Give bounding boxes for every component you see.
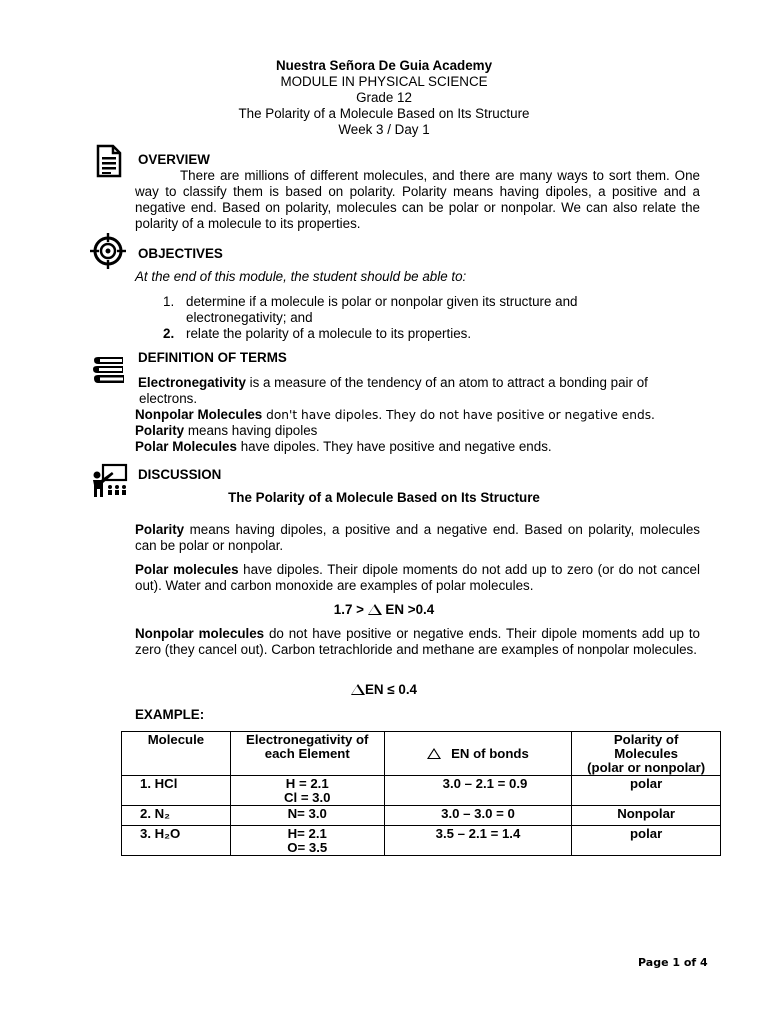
cell-electronegativity: H = 2.1 Cl = 3.0 — [230, 776, 384, 806]
objectives-intro: At the end of this module, the student should be able to: — [135, 269, 467, 284]
paragraph-text: means having dipoles, a positive and a negative end. Based on polarity, molecules can be polar or nonpolar. — [135, 522, 700, 553]
header-line: Polarity of — [613, 732, 679, 747]
definition-text: don't have dipoles. They do not have positive or negative ends. — [262, 408, 655, 422]
discussion-paragraph-1 — [135, 522, 700, 554]
example-table — [121, 731, 721, 856]
books-icon — [90, 352, 128, 388]
objectives-list — [163, 294, 643, 342]
list-item — [163, 326, 643, 342]
cell-molecule: 3. H₂O — [122, 826, 231, 856]
rule-right: EN >0.4 — [385, 602, 435, 617]
header-line: each Element — [264, 746, 350, 761]
definition-term: Nonpolar Molecules — [135, 407, 263, 422]
discussion-paragraph-3 — [135, 626, 700, 658]
definition-text: is a measure of the tendency of an atom to attract a bonding pair of electrons. — [139, 375, 648, 406]
definition-term: Polarity — [135, 423, 185, 438]
list-number: 2. — [163, 326, 175, 341]
cell-delta: 3.0 – 3.0 = 0 — [384, 806, 572, 826]
definition-text: means having dipoles — [184, 423, 318, 438]
school-name: Nuestra Señora De Guia Academy — [275, 58, 493, 73]
overview-text: There are millions of different molecules, and there are many ways to sort them. One way to classify them is based on polarity. Polarity means having dipoles, a positive and a negative end. Based on polarity, molecules can be polar or nonpolar. We can also relate the polarity of a molecule to its properties. — [135, 168, 700, 231]
definition-item — [135, 375, 705, 407]
definition-text: have dipoles. They have positive and negative ends. — [236, 439, 552, 454]
cell-delta: 3.0 – 2.1 = 0.9 — [384, 776, 572, 806]
cell-electronegativity: H= 2.1 O= 3.5 — [230, 826, 384, 856]
table-row — [122, 776, 721, 806]
paragraph-text: have dipoles. Their dipole moments do not add up to zero (or do not cancel out). Water and carbon monoxide are examples of polar molecules. — [135, 562, 700, 593]
week-day: Week 3 / Day 1 — [338, 122, 430, 137]
header-line: EN of bonds — [451, 746, 529, 761]
list-text: relate the polarity of a molecule to its properties. — [186, 326, 472, 341]
list-text: determine if a molecule is polar or nonpolar given its structure and electronegativity; and — [186, 294, 578, 325]
definition-term: Polar Molecules — [135, 439, 237, 454]
delta-icon — [427, 748, 441, 759]
nonpolar-rule — [0, 682, 768, 698]
list-item — [163, 294, 643, 326]
header-line: Molecules — [614, 746, 679, 761]
example-label: EXAMPLE: — [135, 707, 205, 722]
cell-polarity: Nonpolar — [572, 806, 721, 826]
paragraph-term: Nonpolar molecules — [135, 626, 265, 641]
definition-term: Electronegativity — [138, 375, 246, 390]
grade-level: Grade 12 — [356, 90, 412, 105]
discussion-subtitle: The Polarity of a Molecule Based on Its Structure — [228, 490, 540, 505]
definitions-list — [135, 375, 705, 455]
cell-polarity: polar — [572, 776, 721, 806]
polar-rule — [0, 602, 768, 618]
rule-left: 1.7 > — [333, 602, 364, 617]
definition-item — [135, 423, 705, 439]
table-row — [122, 806, 721, 826]
lesson-topic: The Polarity of a Molecule Based on Its Structure — [238, 106, 530, 121]
cell-molecule: 1. HCl — [122, 776, 231, 806]
paragraph-term: Polar molecules — [135, 562, 239, 577]
paragraph-text: do not have positive or negative ends. Their dipole moments add up to zero (they cancel out). Carbon tetrachloride and methane are examples of nonpolar molecules. — [135, 626, 700, 657]
target-icon — [90, 233, 126, 269]
col-delta-en — [384, 732, 572, 776]
paragraph-term: Polarity — [135, 522, 185, 537]
cell-electronegativity: N= 3.0 — [230, 806, 384, 826]
document-icon — [90, 143, 126, 179]
definitions-title: DEFINITION OF TERMS — [138, 350, 287, 365]
header-line: (polar or nonpolar) — [587, 760, 706, 775]
col-polarity — [572, 732, 721, 776]
list-number: 1. — [163, 294, 175, 309]
definition-item — [135, 407, 705, 423]
discussion-title: DISCUSSION — [138, 467, 222, 482]
delta-icon — [351, 684, 365, 695]
col-electronegativity — [230, 732, 384, 776]
table-row — [122, 826, 721, 856]
col-molecule: Molecule — [122, 732, 231, 776]
objectives-title: OBJECTIVES — [138, 246, 223, 261]
delta-icon — [368, 604, 382, 615]
discussion-paragraph-2 — [135, 562, 700, 594]
overview-title: OVERVIEW — [138, 152, 210, 167]
definition-item — [135, 439, 705, 455]
header-line: Electronegativity of — [246, 732, 369, 747]
cell-polarity: polar — [572, 826, 721, 856]
module-title: MODULE IN PHYSICAL SCIENCE — [280, 74, 488, 89]
rule-text: EN ≤ 0.4 — [364, 682, 417, 697]
document-header — [0, 58, 768, 138]
cell-molecule: 2. N₂ — [122, 806, 231, 826]
cell-delta: 3.5 – 2.1 = 1.4 — [384, 826, 572, 856]
table-header-row — [122, 732, 721, 776]
page-number: Page 1 of 4 — [638, 956, 708, 969]
